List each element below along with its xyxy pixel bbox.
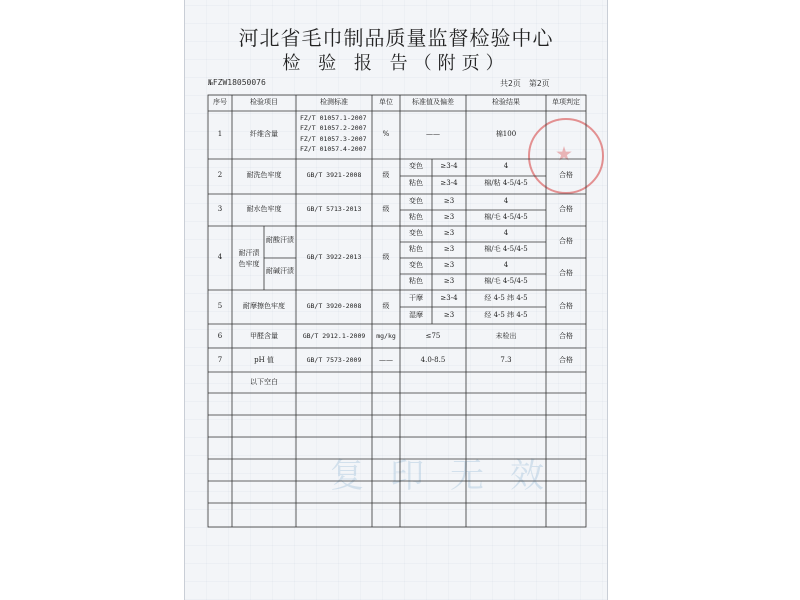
row5-sub2-result: 经 4-5 纬 4-5 [484,311,528,319]
row4-alkali-sub1-label: 变色 [409,261,423,269]
row2-sub2-label: 粘色 [409,179,423,187]
row4-alkali-sub1-result: 4 [503,261,509,269]
row4-acid-sub2-result: 棉/毛 4-5/4-5 [484,245,528,253]
row2-unit: 级 [382,171,390,179]
row6-item: 甲醛含量 [250,332,278,340]
row5-unit: 级 [382,302,390,310]
row1-item: 纤维含量 [250,130,278,138]
col-header-result: 检验结果 [492,98,520,106]
row4-alkali-sub2-result: 棉/毛 4-5/4-5 [484,277,528,285]
row1-unit: % [382,130,390,138]
row2-sub1-label: 变色 [409,162,423,170]
row5-sub1-label: 干摩 [409,294,423,302]
row4-acid-sub2-label: 粘色 [409,245,423,253]
col-header-standard: 检测标准 [320,98,348,106]
row4-alkali-sub1-requirement: ≥3 [443,261,455,269]
col-header-requirement: 标准值及偏差 [412,98,454,106]
row6-requirement: ≤75 [425,332,441,340]
row6-no: 6 [217,332,223,340]
row3-unit: 级 [382,205,390,213]
row4-acid-label: 耐酸汗渍 [266,236,294,244]
row1-std-3: FZ/T 01057.3-2007 [300,135,367,143]
row4-unit: 级 [382,253,390,261]
row2-sub2-result: 棉/粘 4-5/4-5 [484,179,528,187]
row4-standard: GB/T 3922-2013 [306,253,362,261]
row6-standard: GB/T 2912.1-2009 [302,332,366,340]
row3-sub1-result: 4 [503,197,509,205]
row1-no: 1 [217,130,223,138]
col-header-no: 序号 [213,98,227,106]
row6-unit: mg/kg [376,332,396,340]
col-header-verdict: 单项判定 [552,98,580,106]
row7-no: 7 [217,356,223,364]
row4-alkali-verdict: 合格 [559,269,573,277]
row7-requirement: 4.0-8.5 [420,356,446,364]
row1-std-2: FZ/T 01057.2-2007 [300,124,367,132]
blank-below-note: 以下空白 [250,378,278,386]
row3-item: 耐水色牢度 [246,205,282,213]
row5-sub1-requirement: ≥3-4 [440,294,458,302]
row4-alkali-label: 耐碱汗渍 [266,267,294,275]
copy-invalid-watermark: 复印无效 [330,456,570,496]
row5-sub2-requirement: ≥3 [443,311,455,319]
row2-sub1-result: 4 [503,162,509,170]
row5-sub1-result: 经 4-5 纬 4-5 [484,294,528,302]
page-indicator: 共2页 第2页 [500,79,550,88]
report-number: №FZW18050076 [208,78,266,87]
row4-acid-sub1-requirement: ≥3 [443,229,455,237]
row5-sub2-label: 湿摩 [409,311,423,319]
row3-verdict: 合格 [559,205,573,213]
row7-unit: —— [379,356,393,364]
row4-acid-sub1-label: 变色 [409,229,423,237]
row3-sub1-label: 变色 [409,197,423,205]
row5-no: 5 [217,302,223,310]
row3-sub2-label: 粘色 [409,213,423,221]
col-header-unit: 单位 [379,98,393,106]
row7-result: 7.3 [500,356,512,364]
row4-acid-sub2-requirement: ≥3 [443,245,455,253]
row4-item: 耐汗渍色牢度 [238,249,260,268]
row4-acid-verdict: 合格 [559,237,573,245]
row1-requirement: —— [426,130,440,138]
row7-standard: GB/T 7573-2009 [306,356,362,364]
organization-title: 河北省毛巾制品质量监督检验中心 [238,26,554,50]
row2-sub2-requirement: ≥3-4 [440,179,458,187]
row2-item: 耐洗色牢度 [246,171,282,179]
row5-item: 耐摩擦色牢度 [243,302,285,310]
row3-standard: GB/T 5713-2013 [306,205,362,213]
row2-sub1-requirement: ≥3-4 [440,162,458,170]
row3-no: 3 [217,205,223,213]
row1-std-1: FZ/T 01057.1-2007 [300,114,367,122]
report-title: 检 验 报 告（附页） [282,53,510,74]
row4-acid-sub1-result: 4 [503,229,509,237]
row2-verdict: 合格 [559,171,573,179]
row3-sub2-result: 棉/毛 4-5/4-5 [484,213,528,221]
row4-no: 4 [217,253,223,261]
row6-verdict: 合格 [559,332,573,340]
row6-result: 未检出 [495,332,517,340]
row4-alkali-sub2-requirement: ≥3 [443,277,455,285]
row3-sub1-requirement: ≥3 [443,197,455,205]
row2-standard: GB/T 3921-2008 [306,171,362,179]
row3-sub2-requirement: ≥3 [443,213,455,221]
row1-std-4: FZ/T 01057.4-2007 [300,145,367,153]
col-header-item: 检验项目 [250,98,278,106]
row2-no: 2 [217,171,223,179]
row7-verdict: 合格 [559,356,573,364]
row1-result: 棉100 [495,130,517,138]
row4-alkali-sub2-label: 粘色 [409,277,423,285]
row5-standard: GB/T 3920-2008 [306,302,362,310]
row7-item: pH 值 [254,356,274,364]
row5-verdict: 合格 [559,302,573,310]
